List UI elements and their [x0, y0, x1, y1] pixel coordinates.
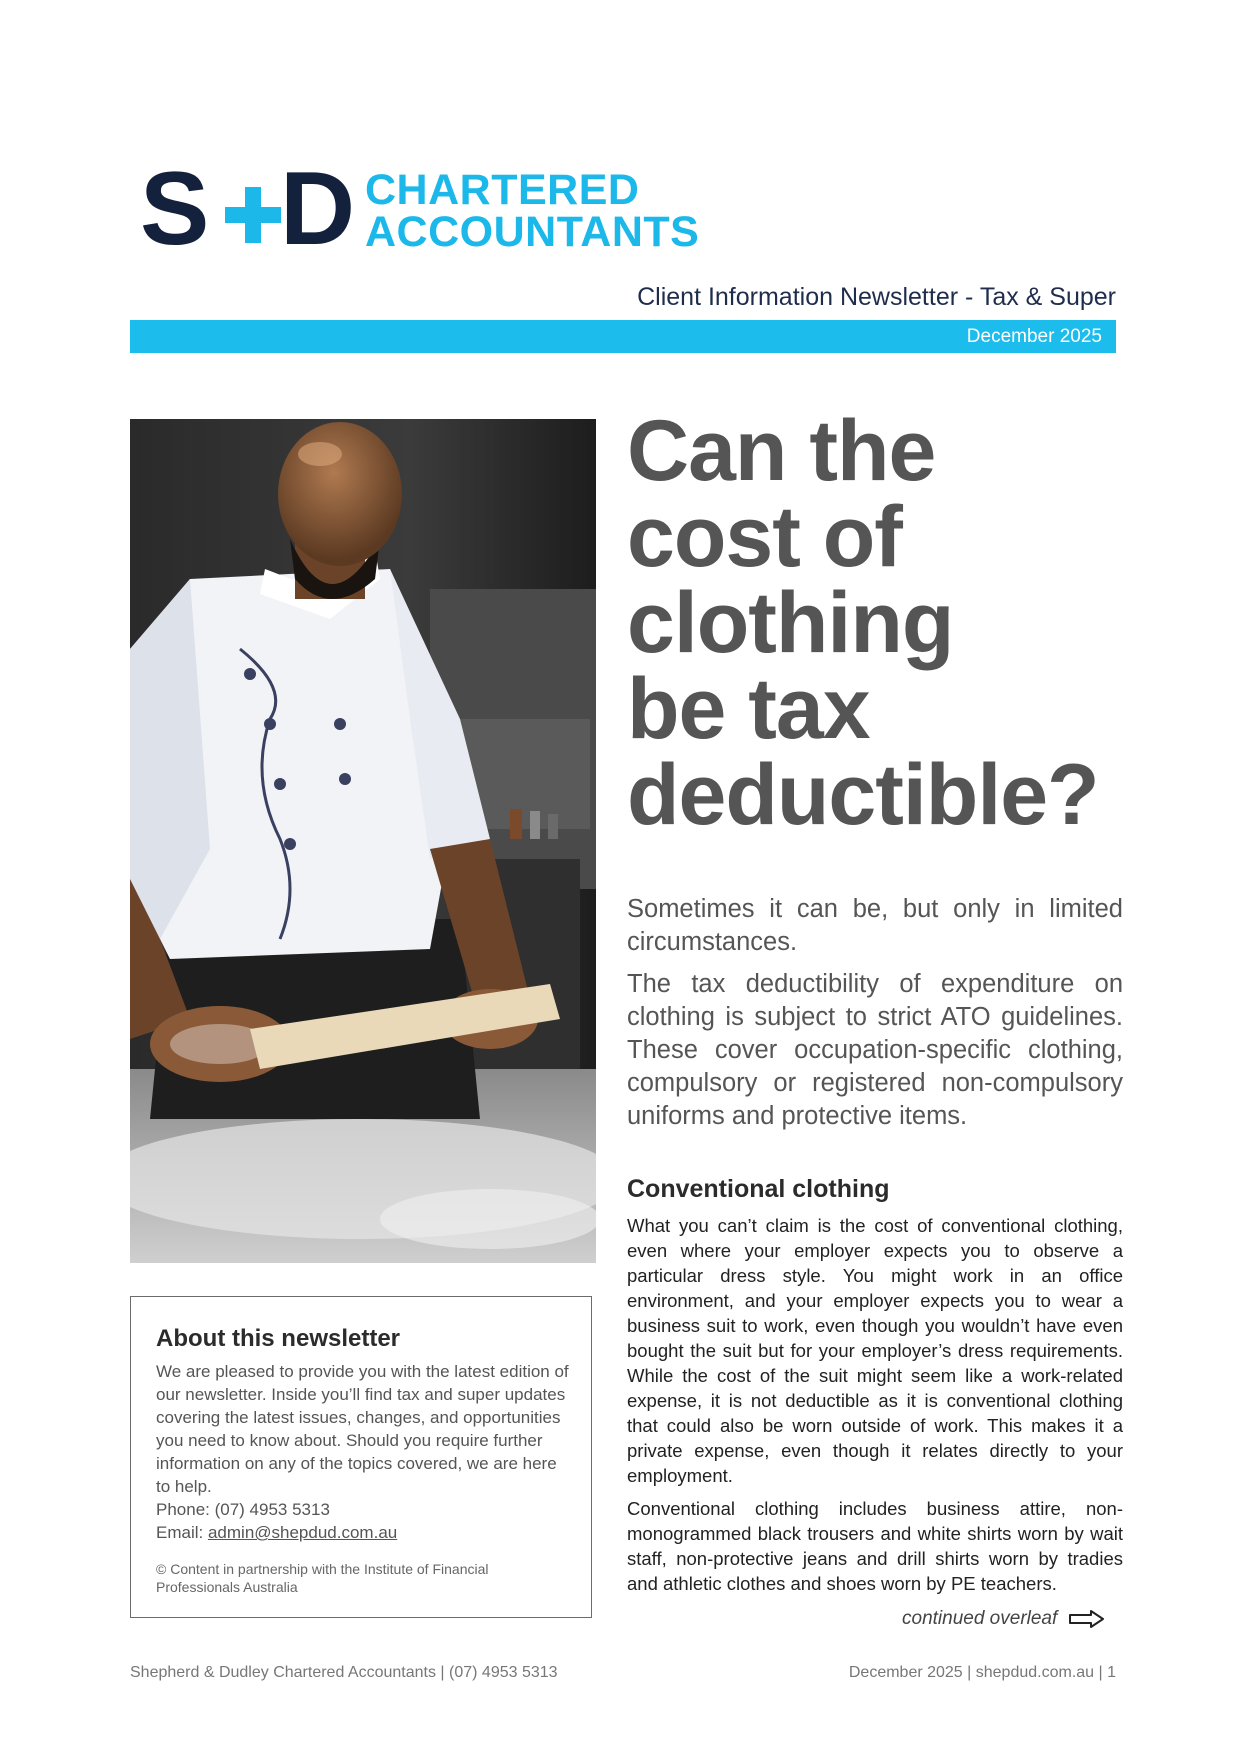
logo-line-2: ACCOUNTANTS	[365, 208, 700, 256]
newsletter-title: Client Information Newsletter - Tax & Super	[637, 283, 1116, 311]
footer-right: December 2025 | shepdud.com.au | 1	[848, 1664, 1116, 1681]
headline-line: be tax	[627, 661, 870, 757]
about-description: We are pleased to provide you with the latest edition of our newsletter. Inside you’ll find tax and super updates covering the latest issues, changes, and opportunities you need to know about. Should you require further information on any of the topics covered, we are here to help.	[156, 1362, 569, 1496]
continued-text: continued overleaf	[902, 1608, 1058, 1629]
newsletter-date-bar	[130, 320, 1116, 353]
logo-letter-s: S	[140, 151, 208, 267]
email-link[interactable]: admin@shepdud.com.au	[207, 1523, 398, 1542]
article-headline	[627, 403, 1127, 843]
logo-line-1: CHARTERED	[365, 166, 640, 214]
headline-line: deductible?	[627, 747, 1099, 843]
logo-letter-d: D	[280, 151, 354, 267]
continued-overleaf	[902, 1608, 1105, 1630]
about-title: About this newsletter	[156, 1325, 401, 1352]
chef-photo	[130, 419, 596, 1263]
arrow-right-icon	[1069, 1610, 1105, 1628]
body-paragraph-2: Conventional clothing includes business attire, non-monogrammed black trousers and white shirts worn by wait staff, non-protective jeans and drill shirts worn by tradies and athletic clothes and shoes worn by PE teachers.	[627, 1498, 1123, 1594]
intro-paragraph-2: The tax deductibility of expenditure on clothing is subject to strict ATO guidelines. These cover occupation-specific clothing, compulsory or registered non-compulsory uniforms and protective items.	[627, 970, 1123, 1130]
newsletter-date: December 2025	[966, 326, 1102, 347]
logo-mark	[140, 151, 355, 267]
footer-left: Shepherd & Dudley Chartered Accountants | (07) 4953 5313	[130, 1664, 558, 1681]
headline-line: clothing	[627, 575, 954, 671]
headline-line: cost of	[627, 489, 902, 585]
partnership-note: © Content in partnership with the Institute of Financial Professionals Australia	[156, 1561, 489, 1595]
logo-plus-icon	[225, 187, 281, 243]
about-body	[156, 1360, 574, 1544]
about-email-line	[156, 1521, 574, 1544]
email-label: Email:	[156, 1523, 208, 1542]
company-logo	[140, 151, 700, 267]
section-heading: Conventional clothing	[627, 1175, 890, 1203]
intro-paragraph-1: Sometimes it can be, but only in limited circumstances.	[627, 895, 1123, 956]
about-phone: Phone: (07) 4953 5313	[156, 1500, 330, 1519]
logo-text	[365, 166, 700, 256]
headline-line: Can the	[627, 403, 936, 499]
about-newsletter-box	[130, 1296, 592, 1618]
body-paragraph-1: What you can’t claim is the cost of conventional clothing, even where your employer expects you to observe a particular dress style. You might work in an office environment, and your employer expects you to wear a business suit to work, even though you wouldn’t have even bought the suit but for your employer’s dress requirements. While the cost of the suit might seem like a work-related expense, it is not deductible as it is conventional clothing that could also be worn outside of work. This makes it a private expense, even though it relates directly to your employment.	[627, 1215, 1123, 1486]
